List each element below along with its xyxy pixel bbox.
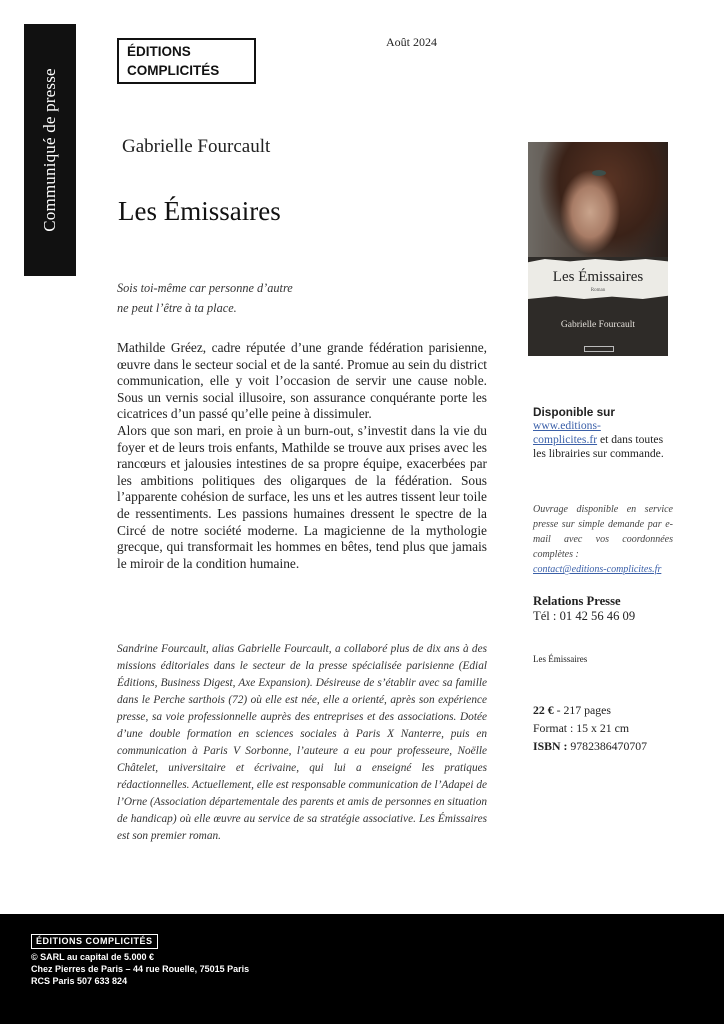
epigraph <box>117 278 377 318</box>
cover-subtitle: Roman <box>590 288 606 293</box>
page-count: - 217 pages <box>553 703 611 717</box>
footer-address: Chez Pierres de Paris – 44 rue Rouelle, 75015 Paris <box>31 964 250 974</box>
footer-info <box>31 951 249 987</box>
footer-capital: © SARL au capital de 5.000 € <box>31 952 155 962</box>
press-service-text: Ouvrage disponible en service presse sur simple demande par e-mail avec vos coordonnées complètes : <box>533 504 673 560</box>
cover-author: Gabrielle Fourcault <box>560 320 636 330</box>
book-format: Format : 15 x 21 cm <box>533 721 630 735</box>
footer <box>0 914 724 1024</box>
press-phone: Tél : 01 42 56 46 09 <box>533 608 636 623</box>
book-title: Les Émissaires <box>118 196 281 226</box>
side-label: Communiqué de presse <box>40 68 59 232</box>
synopsis-paragraph-1: Mathilde Gréez, cadre réputée d’une grande fédération parisienne, œuvre dans le secteur social et de la santé. Promue au sein du district communication, elle y voit l’occasion de servir une cause noble. Sous un vernis social illusoire, son assurance conquérante porte les cicatrices d’un passé qu’elle peine à dissimuler. <box>117 340 487 422</box>
availability <box>533 405 673 461</box>
cover-portrait <box>528 142 668 257</box>
price: 22 € <box>533 703 554 717</box>
epigraph-line2: ne peut l’être à ta place. <box>117 301 237 315</box>
publisher-line2: COMPLICITÉS <box>127 63 220 78</box>
release-date: Août 2024 <box>386 35 437 49</box>
website-link-part1: www.editions- <box>533 419 601 432</box>
cover-eye <box>592 170 606 176</box>
synopsis <box>117 340 487 572</box>
availability-label: Disponible sur <box>533 405 615 419</box>
footer-logo: ÉDITIONS COMPLICITÉS <box>31 934 158 949</box>
press-service <box>533 502 673 577</box>
synopsis-paragraph-2: Alors que son mari, en proie à un burn-out, s’investit dans la vie du foyer et de leurs trois enfants, Mathilde se trouve aux prises avec les rancœurs et jalousies intestines de sa propre équipe, exacerbées par les ambitions politiques des oligarques de la fédération. Sous l’apparente cohésion de surface, les uns et les autres tissent leur toile de ressentiments. Les passions humaines dressent le spectre de la Circé de notre société moderne. La magicienne de la mythologie grecque, qui transformait les hommes en bêtes, tend plus que jamais le miroir de la condition humaine. <box>117 422 487 571</box>
cover-publisher-mark <box>584 346 614 352</box>
publisher-line1: ÉDITIONS <box>127 44 191 59</box>
price-line <box>533 701 673 719</box>
book-cover <box>528 142 668 356</box>
isbn-value: 9782386470707 <box>567 739 648 753</box>
press-relations-label: Relations Presse <box>533 594 621 608</box>
isbn-label: ISBN : <box>533 739 568 753</box>
publisher-logo <box>117 38 256 84</box>
website-link[interactable] <box>533 419 601 446</box>
author-bio: Sandrine Fourcault, alias Gabrielle Fourcault, a collaboré plus de dix ans à des missions éditoriales dans le secteur de la presse spécialisée parisienne (Edial Éditions, Business Digest, Axe Expansion). Désireuse de s’établir avec sa famille dans le Perche sarthois (72) où elle est née, elle a orienté, après son expérience presse, sa voie professionnelle auprès des entreprises et des associations. Dotée d’une double formation en sciences sociales à Paris X Nanterre, puis en communication à Paris V Sorbonne, l’auteure a eu pour professeure, Noëlle Châtelet, universitaire et écrivaine, qui lui a enseigné les pratiques rédactionnelles. Actuellement, elle est responsable communication de l’Adapei de l’Orne (Association départementale des parents et amis de personnes en situation de handicap) où elle œuvre au service de sa stratégie associative. Les Émissaires est son premier roman. <box>117 643 487 842</box>
book-details <box>533 701 673 755</box>
website-link-part2: complicites.fr <box>533 433 598 446</box>
availability-text: et dans toutes les librairies sur commande. <box>533 433 664 460</box>
isbn-line <box>533 737 673 755</box>
side-band <box>24 24 76 276</box>
author-name: Gabrielle Fourcault <box>122 136 271 157</box>
small-book-title: Les Émissaires <box>533 654 588 664</box>
press-relations <box>533 594 673 623</box>
footer-rcs: RCS Paris 507 633 824 <box>31 976 128 986</box>
contact-email-link[interactable]: contact@editions-complicites.fr <box>533 564 662 575</box>
epigraph-line1: Sois toi-même car personne d’autre <box>117 281 293 295</box>
cover-title: Les Émissaires <box>552 269 644 285</box>
